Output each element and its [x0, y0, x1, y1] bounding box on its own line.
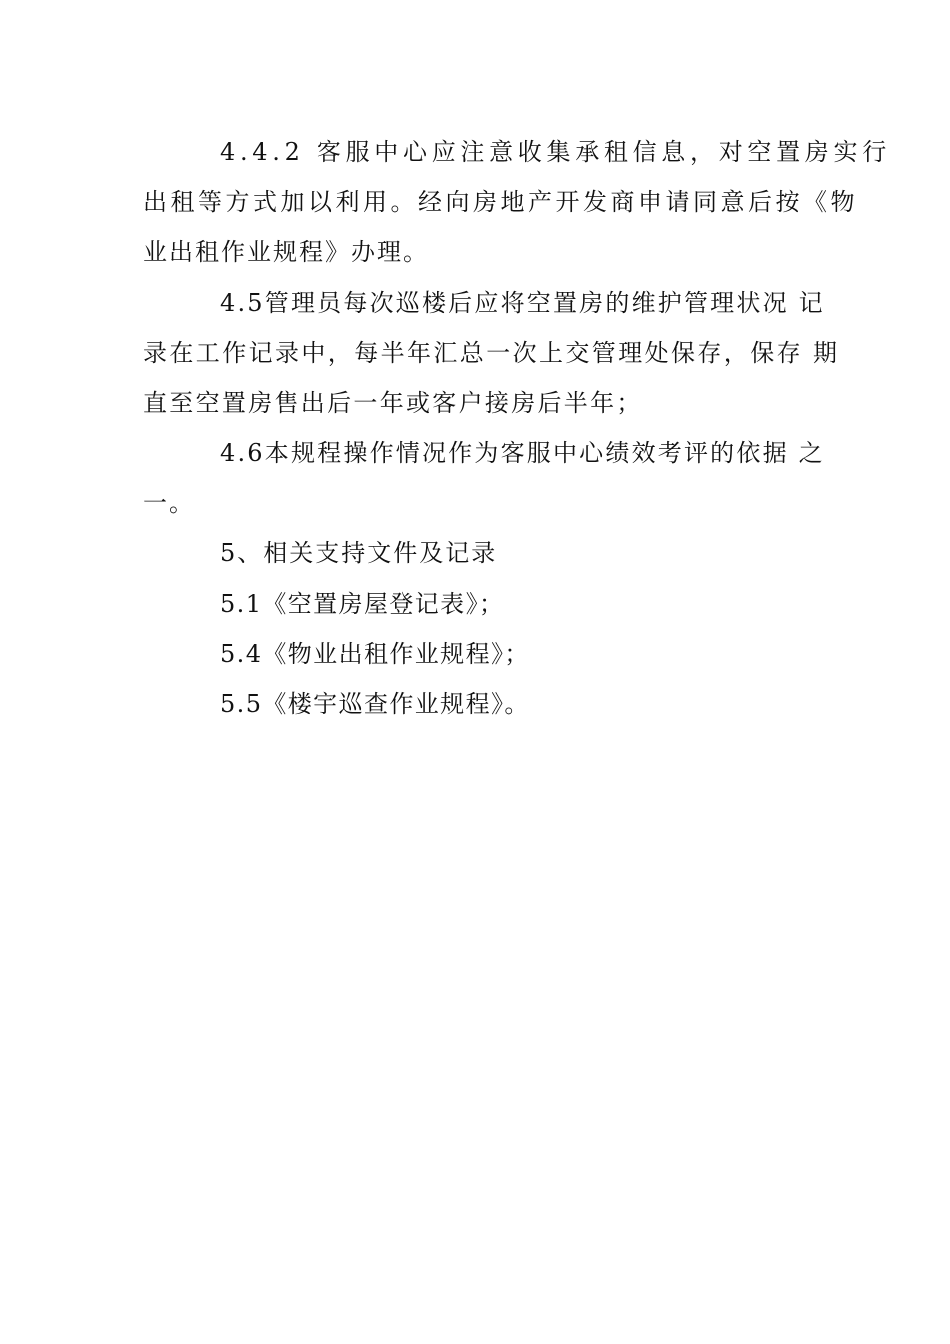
record-item-5-5: 5.5《楼宇巡查作业规程》。 [220, 690, 530, 718]
paragraph-4-4-2-line-1: 4.4.2 客服中心应注意收集承租信息，对空置房实行 [220, 138, 891, 166]
paragraph-4-6-line-1: 4.6本规程操作情况作为客服中心绩效考评的依据 之 [220, 439, 825, 467]
record-item-5-4: 5.4《物业出租作业规程》； [220, 640, 530, 668]
section-5-heading: 5、相关支持文件及记录 [220, 539, 498, 567]
paragraph-4-4-2-line-3: 业出租作业规程》办理。 [143, 238, 429, 266]
paragraph-4-5-line-3: 直至空置房售出后一年或客户接房后半年； [143, 389, 643, 417]
record-item-5-1: 5.1《空置房屋登记表》； [220, 590, 505, 618]
paragraph-4-5-line-2: 录在工作记录中，每半年汇总一次上交管理处保存，保存 期 [143, 339, 840, 367]
paragraph-4-5-line-1: 4.5管理员每次巡楼后应将空置房的维护管理状况 记 [220, 289, 825, 317]
paragraph-4-6-line-2: 一。 [143, 489, 195, 517]
paragraph-4-4-2-line-2: 出租等方式加以利用。经向房地产开发商申请同意后按《物 [143, 188, 858, 216]
